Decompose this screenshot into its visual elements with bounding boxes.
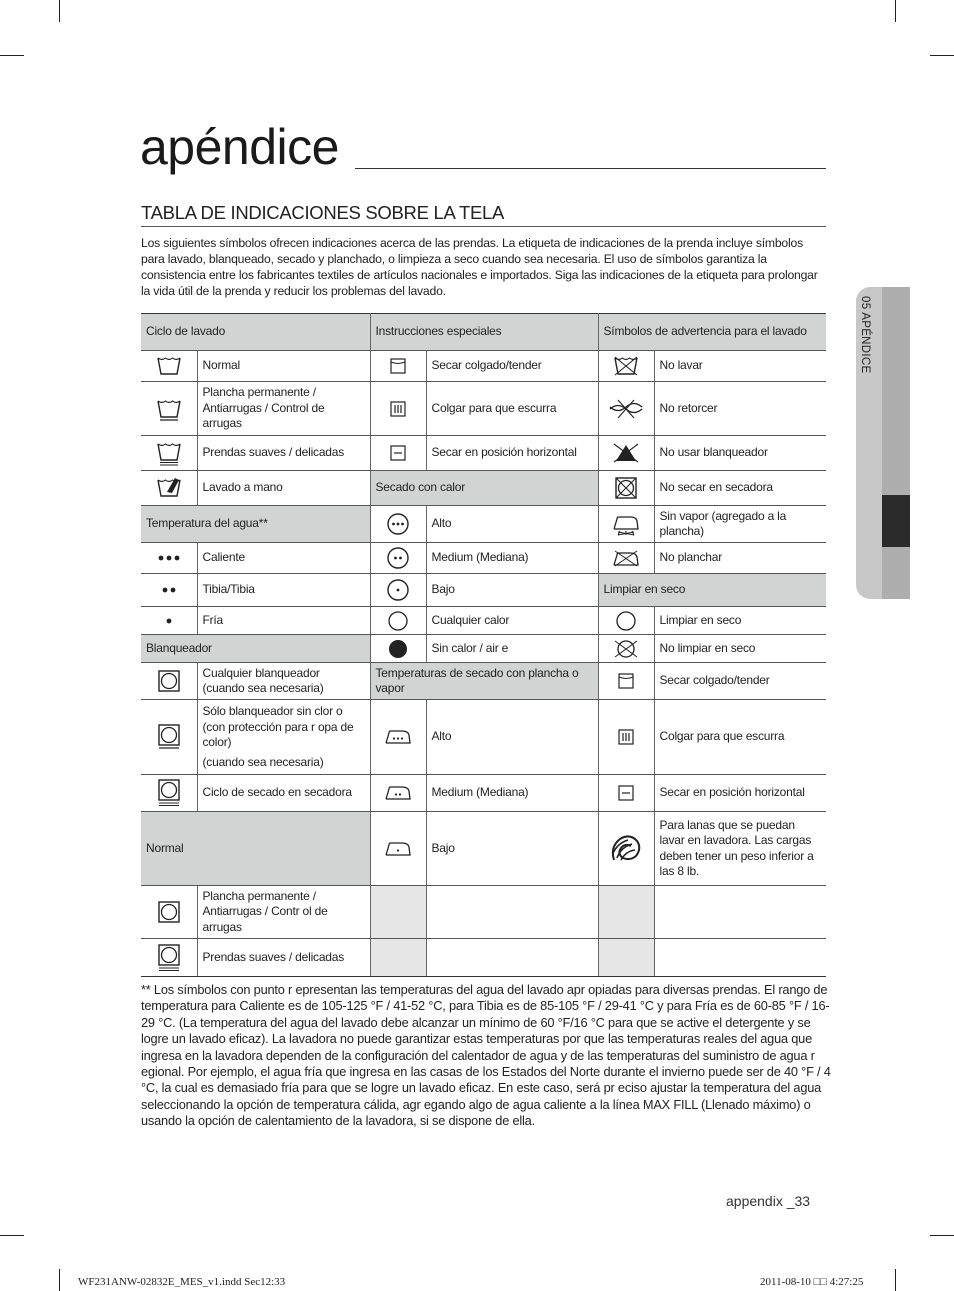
header-warning-symbols: Símbolos de advertencia para el lavado (598, 314, 826, 351)
do-not-iron-icon (598, 543, 654, 574)
chapter-label: 05 APÉNDICE (859, 296, 871, 374)
cell-hot: Caliente (197, 543, 370, 574)
water-temperature-footnote: ** Los símbolos con punto r epresentan las temperaturas del agua del lavado apr opiadas para diversas prendas. El rango de temperatura para Caliente es de 105-125 °F / 41-52 °C, para Tibia es de 85-105 °F / 29-41 °C y para Fría es de 60-85 °F / 16-29 °C. (La temperatura del agua del lavado debe alcanzar un mínimo de 60 °F/16 °C para que se active el detergente y se logre un lavado eficaz). La lavadora no puede garantizar estas temperaturas por que las temperaturas reales del agua que ingresa en la lavadora dependen de la configuración del calentador de agua y de las temperaturas del suministro de agua r egional. Por ejemplo, el agua fría que ingresa en las casas de los Estados del Norte durante el invierno puede ser de 40 °F / 4 °C, la cual es demasiado fría para que se logre un lavado eficaz. En este caso, será pr eciso ajustar la temperatura del agua seleccionando la opción de temperatura cálida, agr egando algo de agua caliente a la línea MAX FILL (Llenado máximo) o usando la opción de calentamiento de la lavadora, si se dispone de ella. (141, 982, 831, 1129)
no-steam-icon (598, 506, 654, 543)
cell-dry-low: Bajo (426, 574, 598, 607)
fabric-care-table (141, 313, 826, 977)
dry-flat-icon (598, 775, 654, 812)
tumble-dry-cycle-icon (141, 775, 197, 812)
crop-mark (930, 1235, 954, 1236)
cell-tumble-dry-cycle: Ciclo de secado en secadora (197, 775, 370, 812)
header-special-instructions: Instrucciones especiales (370, 314, 598, 351)
do-not-bleach-icon (598, 436, 654, 471)
cell-dry-permanent-press: Plancha permanente / Antiarrugas / Contr ol de arrugas (197, 886, 370, 939)
tumble-dry-any-bleach-icon (141, 663, 197, 700)
warm-water-dots-icon (141, 574, 197, 607)
dry-flat-icon (370, 436, 426, 471)
print-date-info: 2011-08-10 □□ 4:27:25 (760, 1276, 864, 1288)
cell-do-not-bleach: No usar blanqueador (654, 436, 826, 471)
cell-iron-medium: Medium (Mediana) (426, 775, 598, 812)
cell-do-not-tumble-dry: No secar en secadora (654, 471, 826, 506)
cell-iron-temp-header: Temperaturas de secado con plancha o vapor (370, 663, 598, 700)
crop-mark (0, 55, 24, 56)
header-wash-cycle: Ciclo de lavado (141, 314, 370, 351)
cell-dry-clean-header: Limpiar en seco (598, 574, 826, 607)
title-rule (355, 168, 826, 169)
cell-dry-delicate: Prendas suaves / delicadas (197, 939, 370, 977)
cold-water-dot-icon (141, 607, 197, 635)
cell-any-heat: Cualquier calor (426, 607, 598, 635)
cell-no-heat-air: Sin calor / air e (426, 635, 598, 663)
print-file-info: WF231ANW-02832E_MES_v1.indd Sec12:33 (78, 1276, 286, 1288)
cell-non-chlorine-bleach (197, 700, 370, 775)
cell-iron-low: Bajo (426, 812, 598, 886)
cell-do-not-iron: No planchar (654, 543, 826, 574)
intro-paragraph: Los siguientes símbolos ofrecen indicaciones acerca de las prendas. La etiqueta de indicaciones de la prenda incluye símbolos para lavado, blanqueado, secado y planchado, o limpieza a seco cuando sea necesaria. El uso de símbolos garantiza la consistencia entre los fabricantes textiles de artículos nacionales e importados. Siga las indicaciones de la etiqueta para prolongar la vida útil de la prenda y reducir los problemas del lavado. (141, 236, 818, 298)
cell-wash-delicate: Prendas suaves / delicadas (197, 436, 370, 471)
chapter-marker (882, 495, 910, 547)
cell-dry-flat: Secar en posición horizontal (426, 436, 598, 471)
dry-medium-heat-icon (370, 543, 426, 574)
cell-iron-high: Alto (426, 700, 598, 775)
crop-mark (895, 0, 896, 22)
cell-cold: Fría (197, 607, 370, 635)
cell-dry-high: Alto (426, 506, 598, 543)
cell-water-temp-header: Temperatura del agua** (141, 506, 370, 543)
cell-do-not-wring: No retorcer (654, 382, 826, 436)
crop-mark (895, 1269, 896, 1291)
do-not-wring-icon (598, 382, 654, 436)
wool-icon (598, 812, 654, 886)
cell-hand-wash: Lavado a mano (197, 471, 370, 506)
page-number: appendix _33 (726, 1193, 811, 1209)
cell-line-dry-2: Secar colgado/tender (654, 663, 826, 700)
iron-low-icon (370, 812, 426, 886)
non-chlorine-note: (cuando sea necesaria) (202, 754, 324, 769)
cell-dry-clean: Limpiar en seco (654, 607, 826, 635)
cell-no-steam: Sin vapor (agregado a la plancha) (654, 506, 826, 543)
drip-dry-icon (598, 700, 654, 775)
cell-normal-header: Normal (141, 812, 370, 886)
non-chlorine-text: Sólo blanqueador sin clor o (con protección para r opa de color) (202, 704, 354, 749)
hand-wash-icon (141, 471, 197, 506)
cell-drip-dry: Colgar para que escurra (426, 382, 598, 436)
do-not-dry-clean-icon (598, 635, 654, 663)
section-rule (141, 226, 826, 227)
cell-any-bleach: Cualquier blanqueador (cuando sea necesaria) (197, 663, 370, 700)
line-dry-icon (598, 663, 654, 700)
cell-dry-medium: Medium (Mediana) (426, 543, 598, 574)
dry-high-heat-icon (370, 506, 426, 543)
drip-dry-icon (370, 382, 426, 436)
do-not-wash-icon (598, 351, 654, 382)
cell-line-dry: Secar colgado/tender (426, 351, 598, 382)
tumble-dry-permanent-press-icon (141, 886, 197, 939)
crop-mark (0, 1235, 24, 1236)
wash-tub-icon (141, 351, 197, 382)
do-not-tumble-dry-icon (598, 471, 654, 506)
tumble-dry-non-chlorine-icon (141, 700, 197, 775)
iron-high-icon (370, 700, 426, 775)
cell-heat-dry-header: Secado con calor (370, 471, 598, 506)
crop-mark (930, 55, 954, 56)
cell-wash-normal: Normal (197, 351, 370, 382)
no-heat-air-icon (370, 635, 426, 663)
wash-permanent-press-icon (141, 382, 197, 436)
page-title: apéndice (140, 119, 339, 175)
crop-mark (59, 1269, 60, 1291)
cell-dry-flat-2: Secar en posición horizontal (654, 775, 826, 812)
crop-mark (59, 0, 60, 22)
cell-wool-note: Para lanas que se puedan lavar en lavadora. Las cargas deben tener un peso inferior a las 8 lb. (654, 812, 826, 886)
iron-medium-icon (370, 775, 426, 812)
cell-wash-permanent-press: Plancha permanente / Antiarrugas / Control de arrugas (197, 382, 370, 436)
dry-low-heat-icon (370, 574, 426, 607)
wash-delicate-icon (141, 436, 197, 471)
cell-drip-dry-2: Colgar para que escurra (654, 700, 826, 775)
line-dry-icon (370, 351, 426, 382)
section-heading: TABLA DE INDICACIONES SOBRE LA TELA (141, 202, 505, 223)
tumble-dry-delicate-icon (141, 939, 197, 977)
cell-do-not-wash: No lavar (654, 351, 826, 382)
hot-water-dots-icon (141, 543, 197, 574)
dry-clean-icon (598, 607, 654, 635)
any-heat-icon (370, 607, 426, 635)
cell-do-not-dry-clean: No limpiar en seco (654, 635, 826, 663)
cell-warm: Tibia/Tibia (197, 574, 370, 607)
cell-bleach-header: Blanqueador (141, 635, 370, 663)
